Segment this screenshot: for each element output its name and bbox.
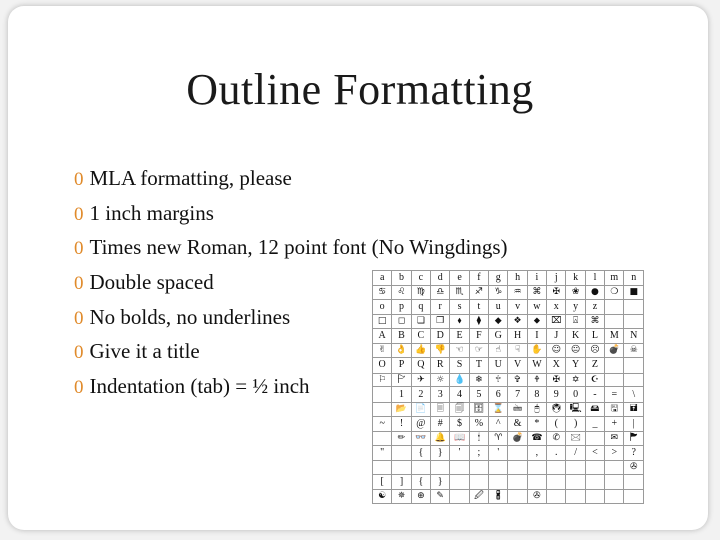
chart-glyph-cell: ✇ xyxy=(527,490,546,504)
chart-glyph-cell: 👍 xyxy=(411,344,430,358)
chart-key-cell xyxy=(450,474,469,489)
chart-glyph-cell: 🗄 xyxy=(469,402,488,416)
chart-glyph-cell: 🖴 xyxy=(585,402,604,416)
bullet-item xyxy=(74,166,508,201)
chart-row xyxy=(373,387,644,402)
chart-glyph-cell: ✆ xyxy=(547,431,566,445)
chart-row xyxy=(373,445,644,460)
chart-glyph-cell xyxy=(508,490,527,504)
chart-key-cell: e xyxy=(450,271,469,286)
chart-glyph-cell: ♏ xyxy=(450,286,469,300)
chart-key-cell: R xyxy=(431,358,450,373)
chart-key-cell: 2 xyxy=(411,387,430,402)
chart-key-cell: S xyxy=(450,358,469,373)
chart-glyph-cell xyxy=(605,373,624,387)
chart-glyph-cell: ✋ xyxy=(527,344,546,358)
chart-key-cell: { xyxy=(411,445,430,460)
chart-key-cell: } xyxy=(431,474,450,489)
chart-key-cell: M xyxy=(605,329,624,344)
chart-glyph-cell: ● xyxy=(585,286,604,300)
chart-key-cell: r xyxy=(431,300,450,315)
chart-glyph-cell: ✌ xyxy=(373,344,392,358)
chart-key-cell: l xyxy=(585,271,604,286)
chart-glyph-cell: ♌ xyxy=(392,286,411,300)
chart-key-cell xyxy=(585,474,604,489)
wingdings-character-chart xyxy=(372,270,644,504)
chart-row xyxy=(373,358,644,373)
chart-key-cell xyxy=(527,474,546,489)
bullet-text: MLA formatting, please xyxy=(89,166,292,190)
chart-key-cell xyxy=(547,474,566,489)
chart-glyph-cell: ☠ xyxy=(624,344,644,358)
chart-key-cell: k xyxy=(566,271,585,286)
chart-key-cell: ( xyxy=(547,416,566,431)
chart-row xyxy=(373,344,644,358)
chart-glyph-cell: ⬥ xyxy=(527,315,546,329)
chart-key-cell xyxy=(605,300,624,315)
chart-glyph-cell: ♈ xyxy=(489,431,508,445)
chart-glyph-cell: 🏱 xyxy=(392,373,411,387)
chart-key-cell: ^ xyxy=(489,416,508,431)
chart-key-cell: Z xyxy=(585,358,604,373)
chart-row xyxy=(373,271,644,286)
chart-glyph-cell: 🖬 xyxy=(624,402,644,416)
chart-glyph-cell: ♒ xyxy=(508,286,527,300)
chart-glyph-cell: 😐 xyxy=(566,344,585,358)
chart-glyph-cell: ✠ xyxy=(547,373,566,387)
chart-glyph-cell: 📂 xyxy=(392,402,411,416)
chart-glyph-cell: 👌 xyxy=(392,344,411,358)
chart-glyph-cell: ✈ xyxy=(411,373,430,387)
chart-key-cell: _ xyxy=(585,416,604,431)
bullet-marker: 0 xyxy=(74,342,84,364)
chart-glyph-cell: 🖉 xyxy=(469,490,488,504)
chart-glyph-cell: 🕈 xyxy=(527,373,546,387)
chart-glyph-cell xyxy=(527,460,546,474)
chart-glyph-cell xyxy=(605,460,624,474)
chart-glyph-cell xyxy=(373,402,392,416)
chart-glyph-cell: 🕯 xyxy=(469,431,488,445)
chart-key-cell: < xyxy=(585,445,604,460)
chart-glyph-cell: 🖁 xyxy=(489,490,508,504)
chart-glyph-cell xyxy=(585,460,604,474)
chart-glyph-cell: □ xyxy=(373,315,392,329)
chart-glyph-cell: 👓 xyxy=(411,431,430,445)
chart-glyph-cell: 🖳 xyxy=(566,402,585,416)
chart-glyph-cell: ☟ xyxy=(508,344,527,358)
chart-row xyxy=(373,300,644,315)
chart-glyph-cell: 🖲 xyxy=(547,402,566,416)
chart-glyph-cell: ❖ xyxy=(508,315,527,329)
chart-glyph-cell: ⌧ xyxy=(547,315,566,329)
chart-key-cell: + xyxy=(605,416,624,431)
chart-key-cell: V xyxy=(508,358,527,373)
chart-key-cell: g xyxy=(489,271,508,286)
chart-key-cell: q xyxy=(411,300,430,315)
chart-glyph-cell: ♑ xyxy=(489,286,508,300)
chart-glyph-cell: ⚐ xyxy=(373,373,392,387)
bullet-text: Indentation (tab) = ½ inch xyxy=(89,374,310,399)
chart-glyph-cell: ☼ xyxy=(431,373,450,387)
chart-glyph-cell: ❑ xyxy=(411,315,430,329)
chart-glyph-cell: ⌘ xyxy=(527,286,546,300)
chart-glyph-cell: 💣 xyxy=(508,431,527,445)
chart-glyph-cell: 🖫 xyxy=(605,402,624,416)
chart-glyph-cell xyxy=(392,460,411,474)
chart-glyph-cell: 🔔 xyxy=(431,431,450,445)
chart-key-cell: { xyxy=(411,474,430,489)
chart-key-cell: ) xyxy=(566,416,585,431)
chart-key-cell: 5 xyxy=(469,387,488,402)
bullet-text: Double spaced xyxy=(89,270,214,295)
chart-glyph-cell: 🗏 xyxy=(431,402,450,416)
chart-key-cell: x xyxy=(547,300,566,315)
chart-glyph-cell: ♋ xyxy=(373,286,392,300)
chart-glyph-cell: ⊕ xyxy=(411,490,430,504)
chart-row xyxy=(373,460,644,474)
chart-glyph-cell xyxy=(431,460,450,474)
chart-key-cell: . xyxy=(547,445,566,460)
chart-key-cell: $ xyxy=(450,416,469,431)
chart-key-cell: 9 xyxy=(547,387,566,402)
chart-glyph-cell: ◻ xyxy=(392,315,411,329)
chart-key-cell: I xyxy=(527,329,546,344)
chart-row xyxy=(373,490,644,504)
chart-glyph-cell: 🗐 xyxy=(450,402,469,416)
chart-key-cell: i xyxy=(527,271,546,286)
chart-glyph-cell xyxy=(585,490,604,504)
chart-key-cell: D xyxy=(431,329,450,344)
chart-glyph-cell: ✎ xyxy=(431,490,450,504)
chart-glyph-cell: ⬧ xyxy=(450,315,469,329)
chart-glyph-cell xyxy=(585,431,604,445)
chart-glyph-cell: ☯ xyxy=(373,490,392,504)
chart-glyph-cell: 🏲 xyxy=(624,431,644,445)
bullet-marker: 0 xyxy=(74,238,84,260)
chart-row xyxy=(373,416,644,431)
chart-key-cell: y xyxy=(566,300,585,315)
chart-glyph-cell xyxy=(469,460,488,474)
chart-glyph-cell xyxy=(605,490,624,504)
chart-key-cell: K xyxy=(566,329,585,344)
bullet-marker: 0 xyxy=(74,307,84,329)
chart-row xyxy=(373,402,644,416)
chart-key-cell: t xyxy=(469,300,488,315)
chart-glyph-cell: ⌛ xyxy=(489,402,508,416)
chart-glyph-cell xyxy=(373,431,392,445)
chart-key-cell: c xyxy=(411,271,430,286)
chart-key-cell: n xyxy=(624,271,644,286)
chart-key-cell: W xyxy=(527,358,546,373)
chart-key-cell: / xyxy=(566,445,585,460)
chart-key-cell: & xyxy=(508,416,527,431)
chart-row xyxy=(373,431,644,445)
chart-key-cell xyxy=(489,474,508,489)
chart-glyph-cell: ☞ xyxy=(469,344,488,358)
chart-glyph-cell: 🖂 xyxy=(566,431,585,445)
chart-glyph-cell: ❍ xyxy=(605,286,624,300)
chart-key-cell: a xyxy=(373,271,392,286)
chart-key-cell: # xyxy=(431,416,450,431)
chart-key-cell: \ xyxy=(624,387,644,402)
chart-glyph-cell: 👎 xyxy=(431,344,450,358)
chart-key-cell: ' xyxy=(450,445,469,460)
bullet-marker: 0 xyxy=(74,273,84,295)
chart-glyph-cell: ✏ xyxy=(392,431,411,445)
chart-key-cell: } xyxy=(431,445,450,460)
chart-key-cell xyxy=(624,358,644,373)
chart-glyph-cell xyxy=(624,490,644,504)
chart-glyph-cell xyxy=(547,460,566,474)
chart-glyph-cell xyxy=(450,490,469,504)
chart-glyph-cell: ⌘ xyxy=(585,315,604,329)
chart-glyph-cell: ✉ xyxy=(605,431,624,445)
chart-key-cell: O xyxy=(373,358,392,373)
chart-key-cell: 3 xyxy=(431,387,450,402)
chart-glyph-cell xyxy=(624,373,644,387)
chart-key-cell: z xyxy=(585,300,604,315)
chart-key-cell: 4 xyxy=(450,387,469,402)
chart-key-cell xyxy=(624,300,644,315)
chart-key-cell: v xyxy=(508,300,527,315)
chart-key-cell: ; xyxy=(469,445,488,460)
chart-glyph-cell: 🖮 xyxy=(508,402,527,416)
bullet-marker: 0 xyxy=(74,203,84,225)
bullet-item xyxy=(74,201,508,236)
chart-key-cell: P xyxy=(392,358,411,373)
chart-glyph-cell xyxy=(566,490,585,504)
chart-key-cell: " xyxy=(373,445,392,460)
chart-key-cell: C xyxy=(411,329,430,344)
chart-key-cell xyxy=(624,474,644,489)
chart-key-cell: J xyxy=(547,329,566,344)
chart-key-cell: 0 xyxy=(566,387,585,402)
chart-key-cell: o xyxy=(373,300,392,315)
chart-glyph-cell: ■ xyxy=(624,286,644,300)
chart-row xyxy=(373,315,644,329)
chart-glyph-cell: ⧫ xyxy=(469,315,488,329)
chart-key-cell: H xyxy=(508,329,527,344)
bullet-marker: 0 xyxy=(74,169,84,190)
chart-key-cell: L xyxy=(585,329,604,344)
chart-key-cell: s xyxy=(450,300,469,315)
chart-key-cell: , xyxy=(527,445,546,460)
chart-key-cell: j xyxy=(547,271,566,286)
chart-key-cell: % xyxy=(469,416,488,431)
chart-glyph-cell xyxy=(373,460,392,474)
chart-row xyxy=(373,329,644,344)
chart-glyph-cell: ✇ xyxy=(624,460,644,474)
chart-key-cell: ! xyxy=(392,416,411,431)
chart-key-cell: = xyxy=(605,387,624,402)
chart-key-cell: ~ xyxy=(373,416,392,431)
chart-glyph-cell: ✡ xyxy=(566,373,585,387)
chart-key-cell: [ xyxy=(373,474,392,489)
chart-key-cell: 8 xyxy=(527,387,546,402)
chart-key-cell: - xyxy=(585,387,604,402)
chart-glyph-cell xyxy=(605,315,624,329)
chart-key-cell: u xyxy=(489,300,508,315)
chart-glyph-cell: ☺ xyxy=(547,344,566,358)
bullet-text: Times new Roman, 12 point font (No Wingdings) xyxy=(89,235,508,260)
chart-glyph-cell xyxy=(411,460,430,474)
chart-key-cell: | xyxy=(624,416,644,431)
bullet-text: No bolds, no underlines xyxy=(89,304,291,329)
slide-title: Outline Formatting xyxy=(186,65,534,114)
chart-glyph-cell: ✠ xyxy=(547,286,566,300)
chart-key-cell: U xyxy=(489,358,508,373)
chart-key-cell xyxy=(508,474,527,489)
chart-glyph-cell: ☝ xyxy=(489,344,508,358)
chart-key-cell xyxy=(469,474,488,489)
chart-key-cell xyxy=(605,358,624,373)
chart-glyph-cell: 🖰 xyxy=(527,402,546,416)
chart-glyph-cell: ☪ xyxy=(585,373,604,387)
chart-key-cell: 7 xyxy=(508,387,527,402)
chart-key-cell xyxy=(508,445,527,460)
chart-key-cell xyxy=(392,445,411,460)
chart-glyph-cell xyxy=(566,460,585,474)
chart-glyph-cell: ♎ xyxy=(431,286,450,300)
chart-row xyxy=(373,373,644,387)
chart-key-cell: 6 xyxy=(489,387,508,402)
chart-row xyxy=(373,286,644,300)
chart-glyph-cell: ❀ xyxy=(566,286,585,300)
chart-key-cell: @ xyxy=(411,416,430,431)
chart-glyph-cell: ◆ xyxy=(489,315,508,329)
chart-key-cell: F xyxy=(469,329,488,344)
chart-glyph-cell: 💣 xyxy=(605,344,624,358)
chart-key-cell: B xyxy=(392,329,411,344)
chart-glyph-cell: ☹ xyxy=(585,344,604,358)
chart-key-cell: > xyxy=(605,445,624,460)
chart-glyph-cell: 📖 xyxy=(450,431,469,445)
chart-glyph-cell: ♐ xyxy=(469,286,488,300)
chart-key-cell: b xyxy=(392,271,411,286)
chart-key-cell xyxy=(373,387,392,402)
chart-key-cell: w xyxy=(527,300,546,315)
chart-key-cell: * xyxy=(527,416,546,431)
chart-glyph-cell xyxy=(624,315,644,329)
chart-glyph-cell: 📄 xyxy=(411,402,430,416)
chart-glyph-cell xyxy=(508,460,527,474)
chart-row xyxy=(373,474,644,489)
bullet-text: 1 inch margins xyxy=(89,200,214,225)
chart-glyph-cell: ✵ xyxy=(392,490,411,504)
chart-glyph-cell: ⍓ xyxy=(566,315,585,329)
chart-key-cell: Y xyxy=(566,358,585,373)
bullet-text: Give it a title xyxy=(89,339,200,364)
chart-key-cell: ' xyxy=(489,445,508,460)
chart-key-cell: N xyxy=(624,329,644,344)
bullet-item xyxy=(74,235,508,270)
chart-glyph-cell: 🕆 xyxy=(489,373,508,387)
chart-glyph-cell: ✞ xyxy=(508,373,527,387)
chart-key-cell: m xyxy=(605,271,624,286)
chart-key-cell: E xyxy=(450,329,469,344)
chart-key-cell: d xyxy=(431,271,450,286)
chart-key-cell: T xyxy=(469,358,488,373)
chart-key-cell: Q xyxy=(411,358,430,373)
chart-key-cell: X xyxy=(547,358,566,373)
chart-key-cell: p xyxy=(392,300,411,315)
chart-glyph-cell xyxy=(489,460,508,474)
chart-glyph-cell xyxy=(547,490,566,504)
chart-key-cell: 1 xyxy=(392,387,411,402)
chart-glyph-cell: 💧 xyxy=(450,373,469,387)
chart-glyph-cell: ☜ xyxy=(450,344,469,358)
chart-key-cell: A xyxy=(373,329,392,344)
bullet-marker: 0 xyxy=(74,377,84,399)
chart-glyph-cell: ♍ xyxy=(411,286,430,300)
chart-key-cell: f xyxy=(469,271,488,286)
chart-glyph-cell: ❄ xyxy=(469,373,488,387)
chart-key-cell xyxy=(566,474,585,489)
chart-key-cell: G xyxy=(489,329,508,344)
chart-glyph-cell xyxy=(450,460,469,474)
chart-glyph-cell: ☎ xyxy=(527,431,546,445)
chart-key-cell: ] xyxy=(392,474,411,489)
chart-glyph-cell: ❒ xyxy=(431,315,450,329)
chart-key-cell xyxy=(605,474,624,489)
chart-key-cell: h xyxy=(508,271,527,286)
chart-key-cell: ? xyxy=(624,445,644,460)
